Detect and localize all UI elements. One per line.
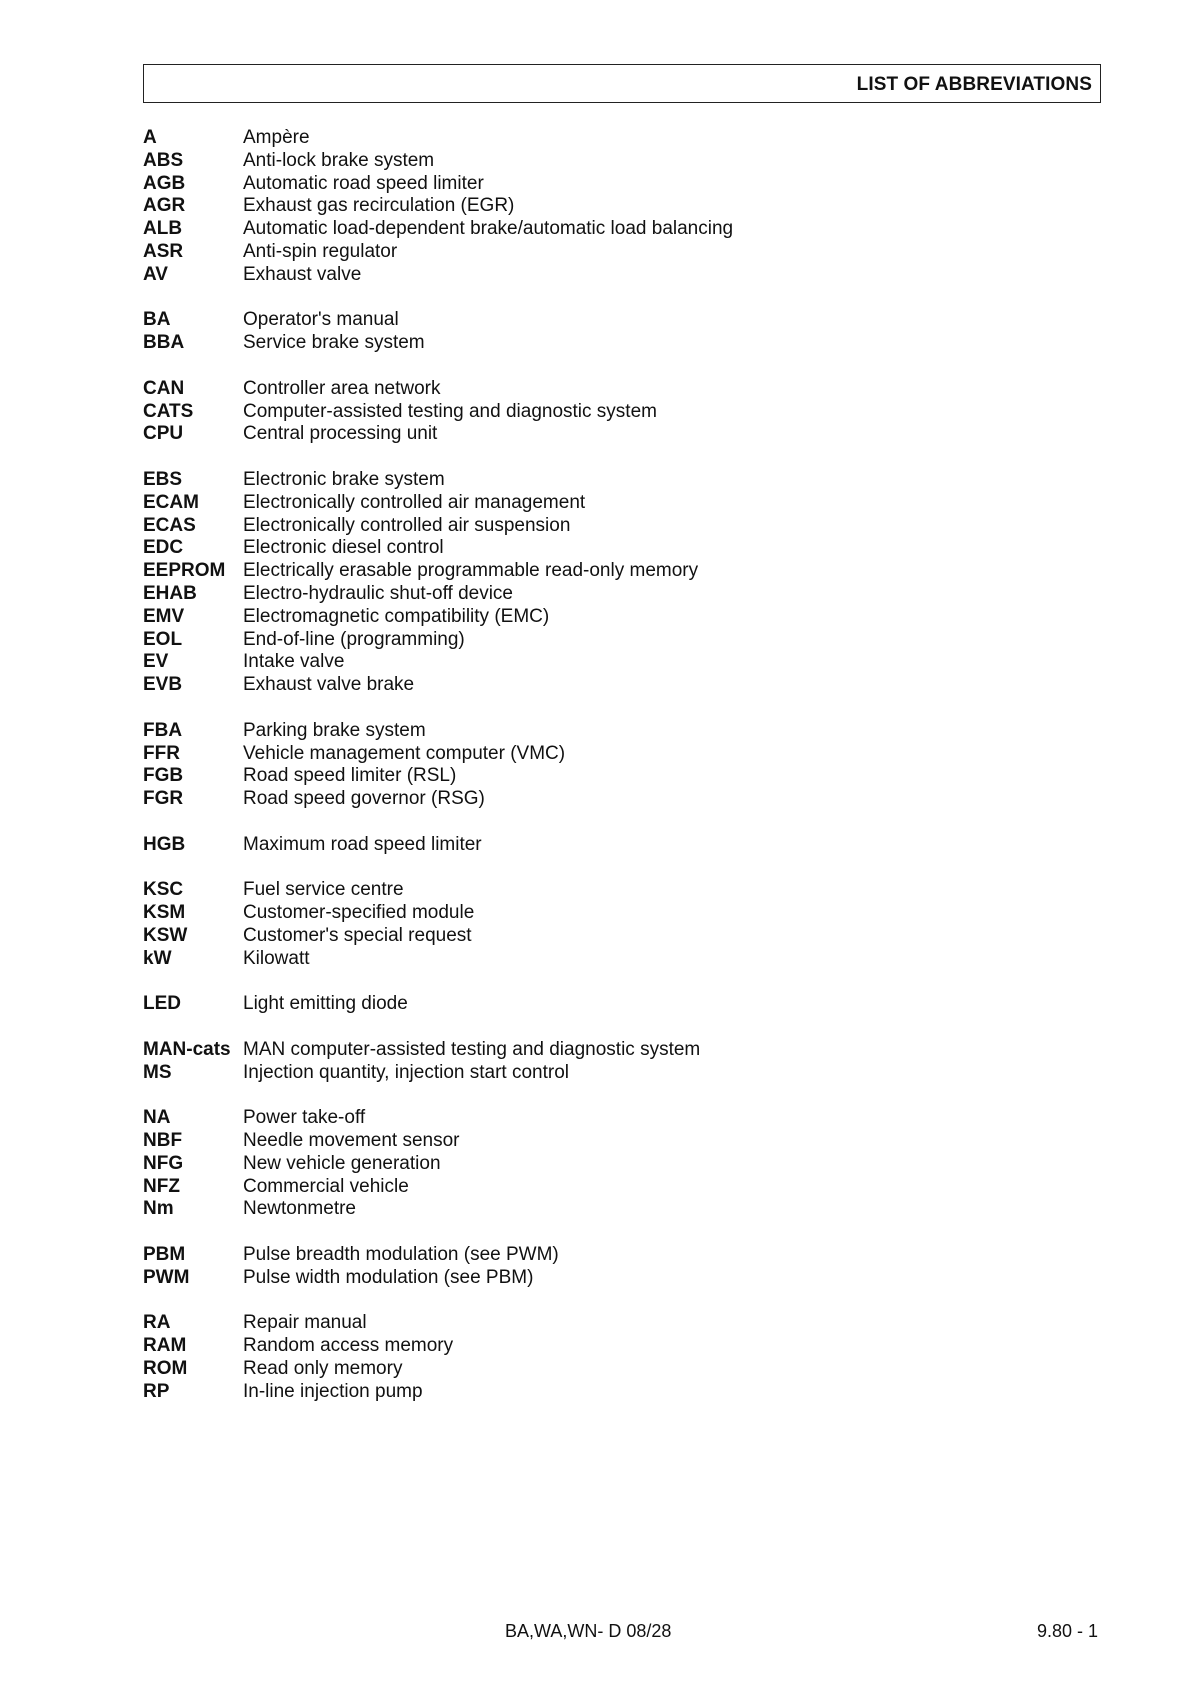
abbreviation-row [143, 1198, 1043, 1221]
abbreviation-row [143, 241, 1043, 264]
abbreviation-term: NA [143, 1107, 171, 1129]
abbreviation-row [143, 1312, 1043, 1335]
abbreviation-row [143, 1039, 1043, 1062]
abbreviation-definition: Electro-hydraulic shut-off device [243, 582, 513, 604]
abbreviation-group [143, 879, 1043, 970]
abbreviation-term: EMV [143, 605, 185, 627]
abbreviation-definition: Light emitting diode [243, 993, 408, 1015]
abbreviation-definition: New vehicle generation [243, 1152, 441, 1174]
abbreviation-definition: Electromagnetic compatibility (EMC) [243, 605, 550, 627]
abbreviation-term: AV [143, 263, 168, 285]
abbreviation-term: FGR [143, 788, 184, 810]
abbreviation-term: EOL [143, 628, 183, 650]
abbreviation-term: AGR [143, 195, 186, 217]
abbreviation-row [143, 492, 1043, 515]
abbreviation-row [143, 629, 1043, 652]
abbreviation-term: NFG [143, 1152, 184, 1174]
abbreviation-term: ASR [143, 240, 184, 262]
abbreviation-definition: Exhaust gas recirculation (EGR) [243, 195, 515, 217]
abbreviation-definition: Commercial vehicle [243, 1175, 409, 1197]
abbreviation-group [143, 378, 1043, 446]
abbreviation-definition: Pulse breadth modulation (see PWM) [243, 1244, 559, 1266]
abbreviation-definition: Injection quantity, injection start control [243, 1061, 569, 1083]
abbreviation-definition: MAN computer-assisted testing and diagnostic system [243, 1038, 701, 1060]
abbreviation-row [143, 788, 1043, 811]
abbreviation-row [143, 1062, 1043, 1085]
abbreviation-term: KSM [143, 902, 186, 924]
abbreviation-term: A [143, 127, 157, 148]
abbreviation-term: AGB [143, 172, 186, 194]
abbreviation-row [143, 515, 1043, 538]
abbreviation-row [143, 309, 1043, 332]
abbreviation-term: CAN [143, 377, 185, 399]
abbreviation-term: ROM [143, 1358, 188, 1380]
abbreviation-term: EHAB [143, 582, 197, 604]
abbreviation-row [143, 834, 1043, 857]
abbreviation-row [143, 1358, 1043, 1381]
abbreviation-definition: In-line injection pump [243, 1380, 423, 1402]
abbreviation-row [143, 469, 1043, 492]
abbreviation-row [143, 150, 1043, 173]
abbreviation-term: NBF [143, 1130, 183, 1152]
abbreviation-definition: Customer's special request [243, 924, 472, 946]
abbreviation-row [143, 879, 1043, 902]
abbreviation-definition: Electrically erasable programmable read-only memory [243, 560, 699, 582]
abbreviation-term: CATS [143, 400, 194, 422]
abbreviation-row [143, 1244, 1043, 1267]
abbreviation-definition: Road speed limiter (RSL) [243, 765, 457, 787]
abbreviation-term: EVB [143, 674, 183, 696]
abbreviation-definition: Operator's manual [243, 309, 399, 331]
abbreviation-row [143, 560, 1043, 583]
abbreviation-row [143, 606, 1043, 629]
abbreviation-definition: Ampère [243, 127, 310, 148]
abbreviation-definition: Electronically controlled air suspension [243, 514, 571, 536]
abbreviation-row [143, 378, 1043, 401]
abbreviation-group [143, 1244, 1043, 1290]
abbreviation-term: KSC [143, 879, 184, 901]
abbreviation-term: RAM [143, 1335, 187, 1357]
abbreviation-term: ECAM [143, 491, 199, 513]
abbreviation-definition: Automatic road speed limiter [243, 172, 484, 194]
abbreviation-group [143, 469, 1043, 697]
abbreviation-term: ECAS [143, 514, 196, 536]
abbreviation-row [143, 1107, 1043, 1130]
abbreviation-row [143, 1267, 1043, 1290]
abbreviation-term: FFR [143, 742, 180, 764]
abbreviation-term: LED [143, 993, 181, 1015]
abbreviation-term: MAN-cats [143, 1038, 231, 1060]
abbreviation-term: CPU [143, 423, 184, 445]
footer-page-number: 9.80 - 1 [1036, 1621, 1098, 1641]
abbreviation-term: EBS [143, 468, 183, 490]
abbreviation-definition: Parking brake system [243, 719, 426, 741]
abbreviation-term: Nm [143, 1198, 174, 1220]
abbreviation-row [143, 537, 1043, 560]
abbreviation-term: ALB [143, 218, 183, 240]
abbreviation-definition: Anti-lock brake system [243, 149, 435, 171]
abbreviation-definition: Pulse width modulation (see PBM) [243, 1266, 534, 1288]
abbreviation-term: FGB [143, 765, 184, 787]
abbreviation-row [143, 1381, 1043, 1404]
abbreviation-definition: Electronic brake system [243, 468, 445, 490]
abbreviation-definition: Repair manual [243, 1312, 367, 1334]
abbreviation-term: FBA [143, 719, 183, 741]
abbreviation-row [143, 173, 1043, 196]
abbreviation-row [143, 1176, 1043, 1199]
abbreviation-term: PBM [143, 1244, 186, 1266]
abbreviation-definition: Kilowatt [243, 947, 310, 969]
abbreviation-group [143, 1107, 1043, 1221]
abbreviation-term: EEPROM [143, 560, 226, 582]
abbreviation-row [143, 902, 1043, 925]
abbreviation-definition: Computer-assisted testing and diagnostic system [243, 400, 657, 422]
abbreviation-group [143, 720, 1043, 811]
abbreviation-term: EV [143, 651, 169, 673]
abbreviation-term: PWM [143, 1266, 190, 1288]
abbreviation-group [143, 127, 1043, 287]
abbreviation-row [143, 264, 1043, 287]
abbreviation-definition: Fuel service centre [243, 879, 404, 901]
abbreviation-term: BBA [143, 332, 185, 354]
abbreviation-definition: Service brake system [243, 332, 425, 354]
abbreviation-definition: Power take-off [243, 1107, 366, 1129]
abbreviation-group [143, 309, 1043, 355]
abbreviation-definition: Intake valve [243, 651, 345, 673]
abbreviation-row [143, 195, 1043, 218]
abbreviation-row [143, 925, 1043, 948]
abbreviation-definition: Electronically controlled air management [243, 491, 586, 513]
abbreviation-term: kW [143, 947, 172, 969]
abbreviation-definition: Newtonmetre [243, 1198, 356, 1220]
abbreviation-row [143, 993, 1043, 1016]
abbreviation-definition: Road speed governor (RSG) [243, 788, 485, 810]
abbreviation-row [143, 765, 1043, 788]
abbreviation-row [143, 583, 1043, 606]
abbreviation-row [143, 423, 1043, 446]
abbreviation-definition: End-of-line (programming) [243, 628, 465, 650]
abbreviation-row [143, 218, 1043, 241]
abbreviation-definition: Vehicle management computer (VMC) [243, 742, 566, 764]
abbreviation-definition: Automatic load-dependent brake/automatic load balancing [243, 218, 734, 240]
abbreviation-row [143, 743, 1043, 766]
abbreviation-row [143, 651, 1043, 674]
abbreviation-definition: Controller area network [243, 377, 441, 399]
abbreviation-definition: Anti-spin regulator [243, 240, 398, 262]
abbreviation-definition: Electronic diesel control [243, 537, 444, 559]
abbreviation-term: RP [143, 1380, 170, 1402]
abbreviation-term: MS [143, 1061, 172, 1083]
abbreviation-group [143, 1312, 1043, 1403]
abbreviation-term: KSW [143, 924, 188, 946]
abbreviation-row [143, 674, 1043, 697]
abbreviation-row [143, 1153, 1043, 1176]
abbreviation-term: BA [143, 309, 171, 331]
abbreviation-row [143, 1130, 1043, 1153]
abbreviation-row [143, 127, 1043, 150]
abbreviation-definition: Maximum road speed limiter [243, 833, 482, 855]
abbreviation-group [143, 1039, 1043, 1085]
abbreviation-term: RA [143, 1312, 171, 1334]
abbreviation-row [143, 401, 1043, 424]
header-box [143, 64, 1101, 103]
abbreviation-definition: Exhaust valve [243, 263, 362, 285]
abbreviation-term: NFZ [143, 1175, 180, 1197]
abbreviation-group [143, 993, 1043, 1016]
abbreviation-definition: Random access memory [243, 1335, 454, 1357]
abbreviation-term: HGB [143, 833, 186, 855]
footer-document-reference: BA,WA,WN- D 08/28 [505, 1621, 672, 1641]
page-title: LIST OF ABBREVIATIONS [856, 74, 1092, 95]
abbreviation-list [143, 127, 1043, 1426]
abbreviation-row [143, 948, 1043, 971]
abbreviation-term: EDC [143, 537, 184, 559]
abbreviation-term: ABS [143, 149, 184, 171]
abbreviation-row [143, 720, 1043, 743]
abbreviation-definition: Needle movement sensor [243, 1130, 460, 1152]
abbreviation-definition: Read only memory [243, 1358, 403, 1380]
abbreviation-row [143, 1335, 1043, 1358]
abbreviation-definition: Customer-specified module [243, 902, 475, 924]
abbreviation-definition: Central processing unit [243, 423, 438, 445]
abbreviation-row [143, 332, 1043, 355]
abbreviation-definition: Exhaust valve brake [243, 674, 415, 696]
abbreviation-group [143, 834, 1043, 857]
